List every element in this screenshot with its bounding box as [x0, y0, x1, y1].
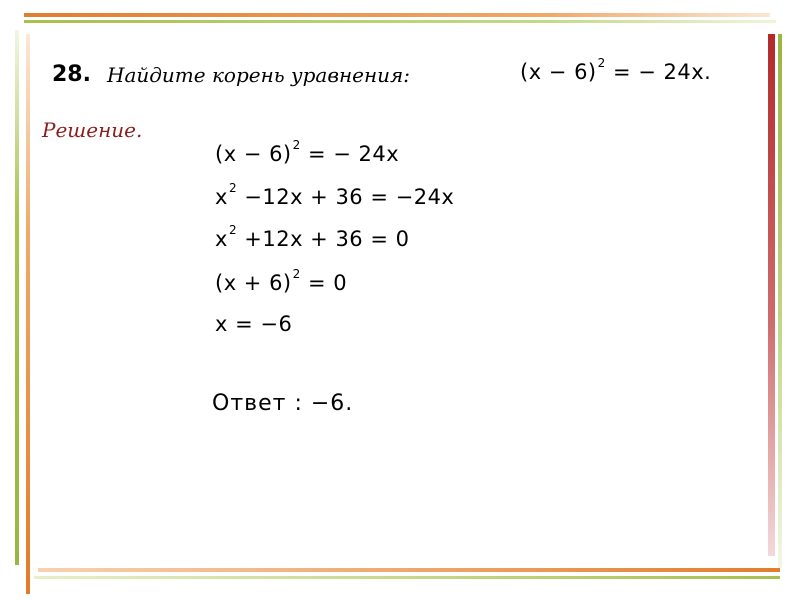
task-equation-rhs: = − 24x.: [605, 60, 712, 84]
step-3-rhs: +12x + 36 = 0: [237, 227, 410, 251]
step-3-power: 2: [228, 223, 238, 237]
solution-step-3: [215, 223, 410, 251]
right-red-border: [768, 34, 775, 556]
bottom-green-border: [34, 576, 780, 579]
step-3-lhs: x: [215, 227, 228, 251]
step-2-rhs: −12x + 36 = −24x: [237, 185, 455, 209]
step-2-power: 2: [228, 181, 238, 195]
task-equation-power: 2: [597, 56, 606, 70]
step-1-power: 2: [292, 138, 301, 152]
step-4-power: 2: [292, 267, 301, 281]
step-1-lhs: (x − 6): [215, 142, 292, 166]
step-5-text: x = −6: [215, 312, 293, 336]
step-4-rhs: = 0: [300, 271, 348, 295]
solution-step-4: [215, 267, 348, 295]
task-number: 28.: [52, 62, 91, 87]
solution-step-2: [215, 181, 455, 209]
task-text: Найдите корень уравнения:: [107, 63, 411, 87]
right-green-border: [778, 34, 782, 568]
step-4-lhs: (x + 6): [215, 271, 292, 295]
top-orange-border: [24, 13, 770, 17]
left-green-border: [15, 30, 19, 565]
answer-text: Ответ : −6.: [212, 391, 354, 416]
task-equation: [520, 56, 712, 84]
solution-step-5: [215, 312, 292, 336]
left-orange-border: [26, 34, 30, 594]
solution-label: Решение.: [42, 118, 143, 142]
solution-step-1: [215, 138, 400, 166]
step-1-rhs: = − 24x: [300, 142, 400, 166]
step-2-lhs: x: [215, 185, 228, 209]
bottom-orange-border: [38, 568, 780, 572]
answer-line: [212, 391, 353, 416]
top-green-border: [24, 20, 776, 23]
task-equation-lhs: (x − 6): [520, 60, 597, 84]
